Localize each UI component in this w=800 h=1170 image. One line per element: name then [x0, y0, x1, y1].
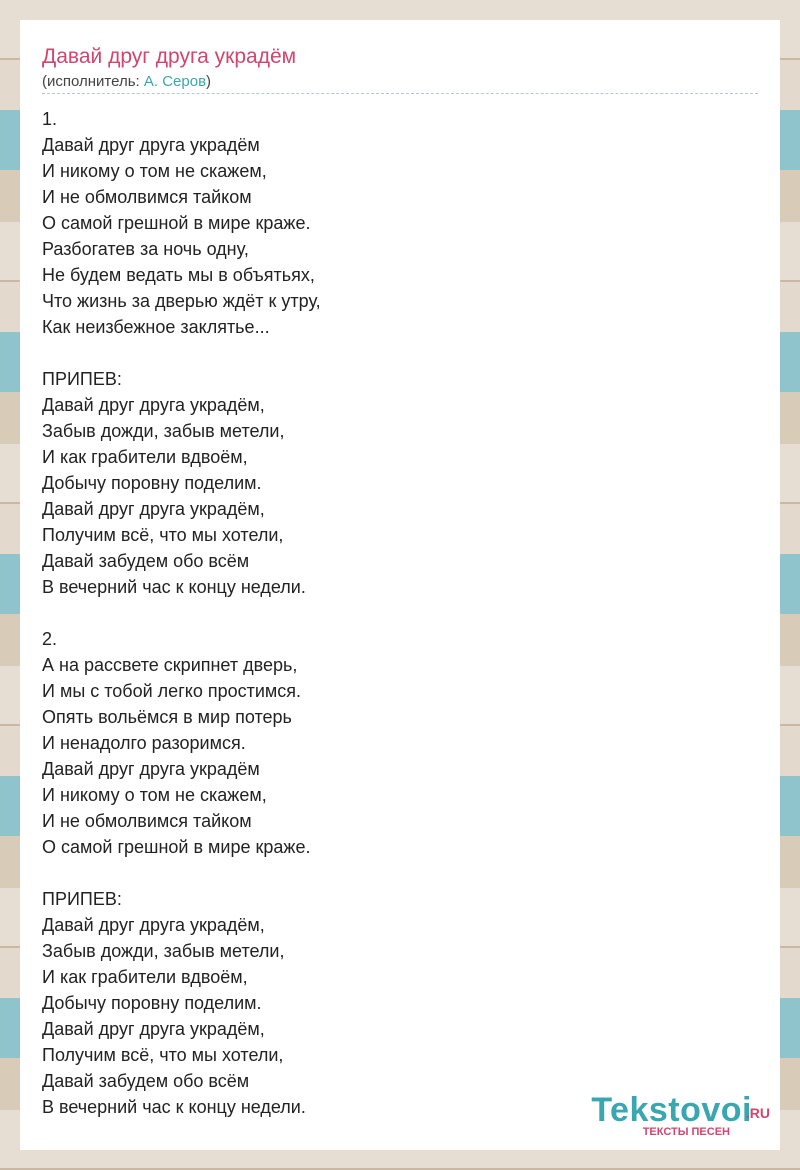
logo-name: Tekstovoi: [591, 1091, 752, 1129]
lyric-line: И как грабители вдвоём,: [42, 447, 248, 467]
artist-line: [42, 72, 211, 92]
lyric-line: Давай друг друга украдём,: [42, 915, 265, 935]
lyric-line: 1.: [42, 109, 58, 129]
lyric-line: О самой грешной в мире краже.: [42, 837, 311, 857]
lyric-line: Давай друг друга украдём: [42, 759, 260, 779]
lyric-line: В вечерний час к концу недели.: [42, 1097, 306, 1117]
lyric-line: Что жизнь за дверью ждёт к утру,: [42, 291, 321, 311]
lyric-line: Давай забудем обо всём: [42, 1071, 250, 1091]
lyric-line: Забыв дожди, забыв метели,: [42, 941, 285, 961]
logo-tagline: ТЕКСТЫ ПЕСЕН: [642, 1126, 730, 1138]
lyric-line: Давай забудем обо всём: [42, 551, 250, 571]
lyrics-card: [20, 20, 780, 1150]
lyric-line: Опять вольёмся в мир потерь: [42, 707, 292, 727]
lyric-line: И мы с тобой легко простимся.: [42, 681, 302, 701]
lyric-line: Не будем ведать мы в объятьях,: [42, 265, 315, 285]
lyric-line: Давай друг друга украдём,: [42, 395, 265, 415]
artist-link[interactable]: А. Серов: [143, 73, 207, 90]
artist-prefix: (исполнитель:: [42, 73, 144, 90]
lyric-line: Как неизбежное заклятье...: [42, 317, 270, 337]
logo-tld: .RU: [745, 1105, 770, 1121]
lyric-line: ПРИПЕВ:: [42, 889, 122, 909]
lyric-line: Разбогатев за ночь одну,: [42, 239, 249, 259]
site-logo[interactable]: [560, 1092, 770, 1142]
lyric-line: [42, 600, 742, 626]
lyric-line: И не обмолвимся тайком: [42, 811, 252, 831]
lyric-line: А на рассвете скрипнет дверь,: [42, 655, 298, 675]
lyric-line: Давай друг друга украдём: [42, 135, 260, 155]
lyric-line: И не обмолвимся тайком: [42, 187, 252, 207]
lyric-line: Давай друг друга украдём,: [42, 499, 265, 519]
lyric-line: И никому о том не скажем,: [42, 785, 267, 805]
lyric-line: Забыв дожди, забыв метели,: [42, 421, 285, 441]
lyric-line: Получим всё, что мы хотели,: [42, 525, 284, 545]
lyric-line: И никому о том не скажем,: [42, 161, 267, 181]
lyric-line: Добычу поровну поделим.: [42, 473, 262, 493]
lyric-line: И ненадолго разоримся.: [42, 733, 246, 753]
lyric-line: Получим всё, что мы хотели,: [42, 1045, 284, 1065]
lyrics-body: [42, 106, 742, 1120]
lyric-line: О самой грешной в мире краже.: [42, 213, 311, 233]
lyric-line: В вечерний час к концу недели.: [42, 577, 306, 597]
lyric-line: ПРИПЕВ:: [42, 369, 122, 389]
lyric-line: Добычу поровну поделим.: [42, 993, 262, 1013]
lyric-line: [42, 340, 742, 366]
lyric-line: [42, 860, 742, 886]
lyric-line: 2.: [42, 629, 58, 649]
song-title: Давай друг друга украдём: [42, 45, 297, 68]
artist-suffix: ): [206, 73, 212, 90]
lyric-line: Давай друг друга украдём,: [42, 1019, 265, 1039]
lyric-line: И как грабители вдвоём,: [42, 967, 248, 987]
title-divider: [42, 93, 758, 94]
